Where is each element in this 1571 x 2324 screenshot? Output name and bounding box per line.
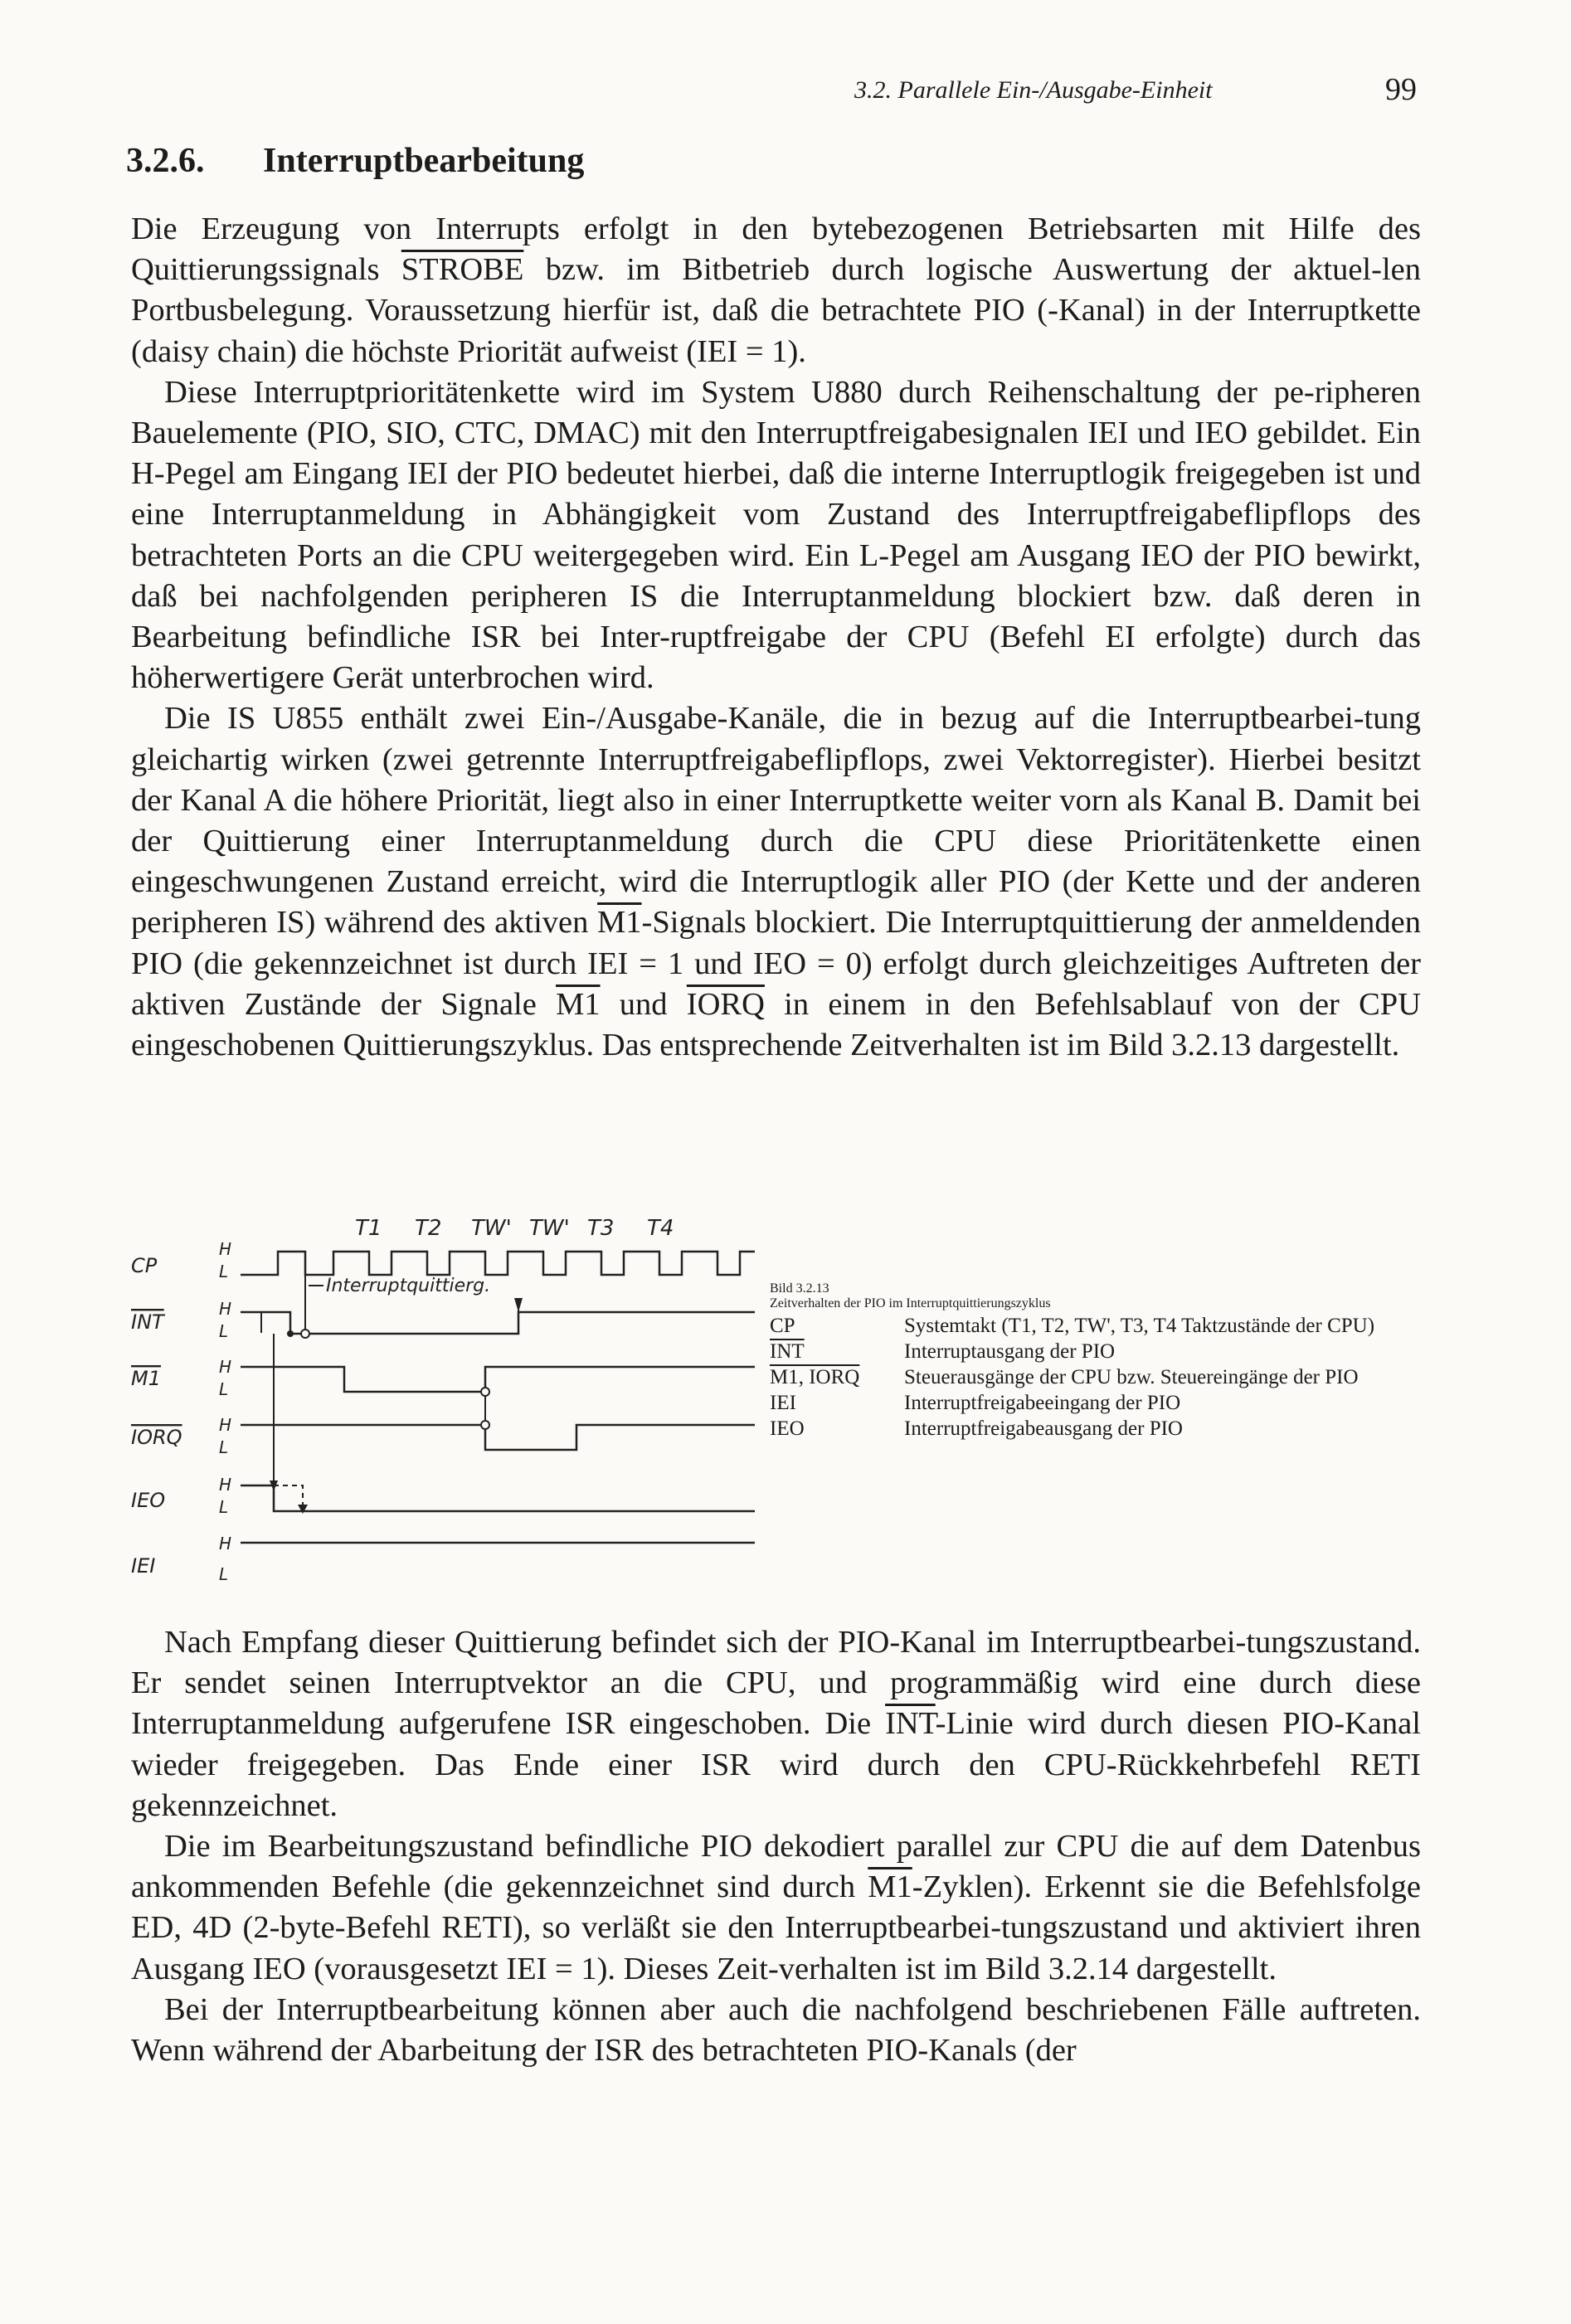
legend-description: Interruptausgang der PIO (904, 1340, 1116, 1363)
iorq-waveform (241, 1425, 755, 1450)
legend-symbol: IEO (770, 1417, 805, 1440)
level-high: H (219, 1415, 232, 1435)
text-run: -Linie wird durch diesen PIO-Kanal wieder freigegeben. Das Ende einer ISR wird durch den CPU-Rückkehrbefehl RETI gekennzeichnet. (131, 1706, 1421, 1823)
timing-diagram (124, 1207, 755, 1605)
iorq-signal: IORQ (686, 986, 765, 1022)
level-low: L (219, 1262, 229, 1281)
dot-icon (301, 1330, 309, 1338)
level-high: H (219, 1299, 232, 1319)
paragraph-2: Diese Interruptprioritätenkette wird im System U880 durch Reihenschaltung der pe-ripheren Bauelemente (PIO, SIO, CTC, DMAC) mit den Interruptfreigabesignalen IEI und IEO gebildet. Ein H-Pegel am Eingang IEI der PIO bedeutet hierbei, daß die interne Interruptlogik freigegeben ist und eine Interruptanmeldung in Abhängigkeit vom Zustand des Interruptfreigabeflipflops des betrachteten Ports an die CPU weitergegeben wird. Ein L-Pegel am Ausgang IEO der PIO bewirkt, daß bei nachfolgenden peripheren IS die Interruptanmeldung blockiert bzw. daß deren in Bearbeitung befindliche ISR bei Inter-ruptfreigabe der CPU (Befehl EI erfolgte) durch das höherwertigere Gerät unterbrochen wird. (131, 374, 1421, 696)
text-run: bzw. im Bitbetrieb durch logische Auswertung der aktuel-len Portbusbelegung. Voraussetzung hierfür ist, daß die betrachtete PIO (-Kanal) in der Interruptkette (daisy chain) die höchste Priorität aufweist (IEI = 1). (131, 252, 1421, 369)
text-run: und (600, 986, 687, 1022)
level-low: L (219, 1379, 229, 1399)
int-signal: $\overline{INT}$ (885, 1706, 936, 1742)
section-heading (126, 141, 584, 181)
m1-signal: M1 (597, 905, 642, 941)
text-run: Die im Bearbeitungszustand befindliche PIO dekodiert parallel zur CPU die auf dem Datenbus ankommenden Befehle (die gekennzeichnet sind durch (131, 1829, 1421, 1905)
legend-description: Systemtakt (T1, T2, TW', T3, T4 Taktzustände der CPU) (904, 1315, 1375, 1337)
text-run: Die IS U855 enthält zwei Ein-/Ausgabe-Kanäle, die in bezug auf die Interruptbearbei-tung gleichartig wirken (zwei getrennte Interruptfreigabeflipflops, zwei Vektorregister). Hierbei besitzt der Kanal A die höhere Priorität, liegt also in einer Interruptkette weiter vorn als Kanal B. Damit bei der Quittierung einer Interruptanmeldung durch die CPU diese Prioritätenkette einen eingeschwungenen Zustand erreicht, wird die Interruptlogik aller PIO (der Kette und der anderen peripheren IS) während des aktiven (131, 701, 1421, 941)
figure-caption (770, 1281, 1433, 1440)
signal-label-int: INT (131, 1310, 164, 1334)
signal-label-cp: CP (131, 1254, 158, 1277)
paragraph-5 (131, 1826, 1421, 1990)
level-high: H (219, 1239, 232, 1259)
m1-signal: M1 (868, 1869, 912, 1905)
section-number: 3.2.6. (126, 142, 205, 180)
state-label: TW' (471, 1216, 512, 1241)
signal-label-ieo: IEO (131, 1489, 166, 1512)
dot-icon (481, 1388, 489, 1396)
arrow-icon (514, 1298, 523, 1312)
paragraph-4 (131, 1622, 1421, 1826)
legend-description: Interruptfreigabeeingang der PIO (904, 1392, 1181, 1414)
legend-symbol: M1, IORQ (770, 1366, 860, 1388)
m1-signal: M1 (556, 986, 601, 1022)
int-waveform (241, 1312, 755, 1334)
paragraph-1 (131, 209, 1421, 372)
body-text-top (131, 209, 1421, 1066)
paragraph-6: Bei der Interruptbearbeitung können aber auch die nachfolgend beschriebenen Fälle auftreten. Wenn während der Abarbeitung der ISR des betrachteten PIO-Kanals (der (131, 1991, 1421, 2069)
state-label: T1 (355, 1216, 382, 1241)
signal-label-iorq: IORQ (131, 1426, 182, 1449)
annotation-interruptquittierung: Interruptquittierg. (326, 1276, 491, 1296)
text-run: -Zyklen). Erkennt sie die Befehlsfolge ED, 4D (2-byte-Befehl RETI), so verläßt sie den Interruptbearbei-tungszustand und aktiviert ihren Ausgang IEO (vorausgesetzt IEI = 1). Dieses Zeit-verhalten ist im Bild 3.2.14 dargestellt. (131, 1869, 1421, 1986)
state-label: T3 (587, 1216, 615, 1241)
legend-row (770, 1417, 1433, 1440)
level-low: L (219, 1437, 229, 1457)
state-label: T2 (415, 1216, 442, 1241)
text-run: in einem in den Befehlsablauf von der CPU eingeschobenen Quittierungszyklus. Das entsprechende Zeitverhalten ist im Bild 3.2.13 dargestellt. (131, 986, 1422, 1063)
m1-waveform (241, 1367, 755, 1392)
text-run: Die Erzeugung von Interrupts erfolgt in den bytebezogenen Betriebsarten mit Hilfe des Quittierungssignals (131, 211, 1421, 288)
text-run: Nach Empfang dieser Quittierung befindet sich der PIO-Kanal im Interruptbearbei-tungszustand. Er sendet seinen Interruptvektor an die CPU, und programmäßig wird eine durch diese Interruptanmeldung aufgerufene ISR eingeschoben. Die (131, 1625, 1421, 1742)
timing-figure (124, 1207, 1452, 1605)
level-low: L (219, 1497, 229, 1517)
dot-icon (481, 1421, 489, 1429)
ieo-waveform (241, 1485, 755, 1511)
state-label: T4 (647, 1216, 674, 1241)
caption-subtitle: Zeitverhalten der PIO im Interruptquittierungszyklus (770, 1296, 1051, 1310)
legend-symbol: IEI (770, 1392, 796, 1414)
legend-row (770, 1315, 1433, 1337)
body-text-bottom (131, 1622, 1421, 2071)
text-run: -Signals blockiert. Die Interruptquittierung der anmeldenden PIO (die gekennzeichnet ist durch IEI = 1 und IEO = 0) erfolgt durch gleichzeitiges Auftreten der aktiven Zustände der Signale (131, 905, 1421, 1022)
legend-description: Steuerausgänge der CPU bzw. Steuereingänge der PIO (904, 1366, 1359, 1388)
signal-label-m1: M1 (131, 1367, 161, 1390)
legend-symbol: CP (770, 1315, 795, 1337)
level-low: L (219, 1564, 229, 1584)
arrow-icon (298, 1505, 308, 1514)
cp-waveform (241, 1252, 755, 1275)
section-title: Interruptbearbeitung (263, 142, 585, 180)
strobe-signal: STROBE (401, 252, 524, 288)
caption-title: Bild 3.2.13 (770, 1281, 829, 1296)
level-high: H (219, 1534, 232, 1553)
signal-label-iei: IEI (131, 1554, 156, 1578)
running-title: 3.2. Parallele Ein-/Ausgabe-Einheit (854, 76, 1213, 104)
dot-icon (287, 1330, 294, 1337)
legend-row (770, 1366, 1433, 1388)
page-number: 99 (1385, 72, 1417, 107)
level-high: H (219, 1475, 232, 1495)
state-label: TW' (529, 1216, 570, 1241)
legend-row (770, 1340, 1433, 1363)
ieo-dashed (274, 1485, 303, 1511)
paragraph-3 (131, 698, 1421, 1066)
level-low: L (219, 1321, 229, 1341)
level-high: H (219, 1357, 232, 1377)
legend-symbol: $\overline{INT}$ (770, 1340, 805, 1363)
legend-row (770, 1392, 1433, 1414)
legend-description: Interruptfreigabeausgang der PIO (904, 1417, 1183, 1440)
